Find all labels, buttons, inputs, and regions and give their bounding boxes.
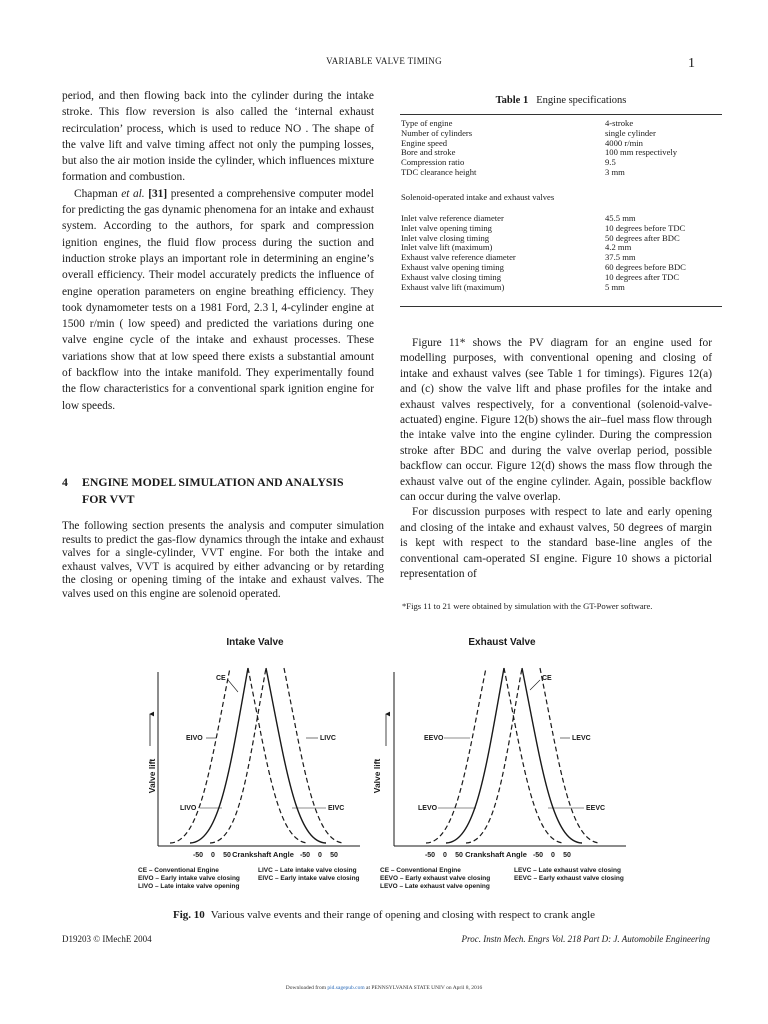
download-prefix: Downloaded from bbox=[285, 985, 326, 991]
left-paragraph-2 bbox=[62, 186, 374, 414]
intake-curve-eivo bbox=[170, 668, 230, 843]
table-bottom-rule bbox=[400, 306, 722, 307]
table-note: Solenoid-operated intake and exhaust valves bbox=[401, 192, 555, 202]
right-column bbox=[400, 336, 712, 583]
figure-caption-text: Various valve events and their range of opening and closing with respect to crank angle bbox=[210, 909, 596, 921]
table-cell: Number of cylinders bbox=[401, 127, 473, 138]
et-al: et al. bbox=[121, 187, 145, 200]
legend-intake-eivo: EIVO – Early intake valve closing bbox=[138, 875, 240, 882]
exhaust-x-label: Crankshaft Angle bbox=[465, 850, 527, 859]
table-row bbox=[401, 129, 723, 139]
exhaust-label-ce: CE bbox=[542, 675, 552, 682]
section-title: ENGINE MODEL SIMULATION AND ANALYSIS FOR VVT bbox=[82, 475, 344, 506]
legend-intake-livo: LIVO – Late intake valve opening bbox=[138, 883, 240, 890]
exhaust-curve-eevo bbox=[426, 668, 486, 843]
intake-curve-ce-rise bbox=[190, 668, 248, 843]
table-cell: Type of engine bbox=[401, 118, 453, 128]
table-caption bbox=[400, 95, 722, 106]
table-cell: 5 mm bbox=[605, 281, 625, 292]
exhaust-curve-eevc bbox=[504, 668, 564, 843]
exhaust-label-levc: LEVC bbox=[572, 735, 591, 742]
table-row bbox=[401, 283, 723, 293]
table-cell: 37.5 mm bbox=[605, 252, 636, 263]
section-text bbox=[62, 520, 384, 602]
exhaust-y-label: Valve lift bbox=[372, 758, 382, 794]
table-cell: 50 degrees after BDC bbox=[605, 232, 680, 243]
table-cell: 4000 r/min bbox=[605, 137, 643, 148]
legend-intake-eivc: EIVC – Early intake valve closing bbox=[258, 875, 360, 882]
figure-10 bbox=[130, 628, 650, 900]
intake-tick-label: -50 bbox=[192, 852, 204, 859]
download-link[interactable]: pid.sagepub.com bbox=[327, 985, 365, 991]
exhaust-tick-label: 50 bbox=[455, 852, 463, 859]
legend-exhaust-levo: LEVO – Late exhaust valve opening bbox=[380, 883, 490, 890]
download-suffix: at PENNSYLVANIA STATE UNIV on April 8, 2016 bbox=[366, 985, 483, 991]
exhaust-tick-label: -50 bbox=[532, 852, 544, 859]
table-cell: Inlet valve opening timing bbox=[401, 222, 492, 233]
exhaust-tick-label: 50 bbox=[563, 852, 571, 859]
right-paragraph-2: For discussion purposes with respect to late and early opening and closing of the intake and exhaust valves, 50 degrees of margin is kept with respect to the standard base-line angles of the conventional cam-operated SI engine. Figure 10 shows a pictorial representation of bbox=[400, 506, 712, 581]
intake-tick-label: -50 bbox=[299, 852, 311, 859]
exhaust-title: Exhaust Valve bbox=[468, 637, 536, 648]
exhaust-label-eevc: EEVC bbox=[586, 805, 606, 812]
table-cell: 4-stroke bbox=[605, 118, 634, 128]
intake-tick-label: 50 bbox=[223, 852, 231, 859]
left-column bbox=[62, 88, 374, 414]
table-cell: Inlet valve reference diameter bbox=[401, 213, 504, 223]
intake-tick-label: 0 bbox=[211, 852, 215, 859]
intake-curve-livc bbox=[284, 668, 344, 843]
exhaust-curve-ce-rise bbox=[446, 668, 504, 843]
table-cell: Engine speed bbox=[401, 137, 448, 148]
spec-table-bottom bbox=[401, 214, 723, 292]
table-cell: Exhaust valve lift (maximum) bbox=[401, 281, 505, 292]
table-cell: 4.2 mm bbox=[605, 242, 632, 253]
intake-curve-ce-fall bbox=[266, 668, 326, 843]
reference-number: [31] bbox=[148, 187, 168, 200]
exhaust-label-eevo: EEVO bbox=[424, 735, 444, 742]
table-cell: TDC clearance height bbox=[401, 166, 477, 177]
footer-right: Proc. Instn Mech. Engrs Vol. 218 Part D: J. Automobile Engineering bbox=[461, 934, 710, 944]
table-cell: Inlet valve lift (maximum) bbox=[401, 242, 493, 253]
left-paragraph-2-text: presented a comprehensive computer model for predicting the gas dynamic phenomena for an intake and exhaust system. According to the authors, for spark and compression ignition engines, the fluid flow process during the suction and induction stroke plays an important role in determining an engine’s overall efficiency. Their model accurately predicts the influence of engine operation parameters on engine breathing efficiency. They took dynamometer tests on a 1981 Ford, 2.3 l, 4-cylinder engine at 1500 r/min ( low speed) and predicted the variations during one valve engine cycle of the intake and exhaust processes. These variations show that at low speed there exists a substantial amount of backflow into the intake manifold. They experimentally found the flow characteristics for a conventional spark ignition engine for low speeds. bbox=[62, 187, 374, 412]
table-cell: Exhaust valve closing timing bbox=[401, 271, 502, 282]
figure-caption bbox=[0, 909, 768, 921]
footnote: *Figs 11 to 21 were obtained by simulation with the GT-Power software. bbox=[402, 601, 653, 611]
intake-x-label: Crankshaft Angle bbox=[232, 850, 294, 859]
left-paragraph-1: period, and then flowing back into the cylinder during the intake stroke. This flow reversion is also called the ‘internal exhaust recirculation’ process, which is used to reduce NO . The shape of the valve lift and valve timing affect not only the pumping losses, but also the air motion inside the cylinder, which influences mixture formation and combustion. bbox=[62, 90, 374, 184]
author-name: Chapman bbox=[74, 187, 118, 200]
exhaust-label-levo: LEVO bbox=[418, 805, 438, 812]
legend-exhaust-ce: CE – Conventional Engine bbox=[380, 867, 461, 874]
table-cell: 100 mm respectively bbox=[605, 147, 678, 158]
exhaust-tick-label: 0 bbox=[443, 852, 447, 859]
exhaust-tick-label: -50 bbox=[424, 852, 436, 859]
table-cell: 10 degrees after TDC bbox=[605, 271, 680, 282]
table-cell: 10 degrees before TDC bbox=[605, 222, 686, 233]
right-paragraph-1: Figure 11* shows the PV diagram for an engine used for modelling purposes, with conventional opening and closing of intake and exhaust valves (see Table 1 for timings). Figures 12(a) and (c) show the valve lift and phase profiles for the intake and exhaust valves respectively, for a conventional (solenoid-valve-actuated) engine. Figure 12(b) shows the air–fuel mass flow through the intake valve into the engine cylinder. During the compression stroke after BDC and during the valve overlap period, possible backflow can occur. Figure 12(d) shows the mass flow through the exhaust valve out of the engine cylinder. Again, possible backflow can occur during the valve overlap. bbox=[400, 337, 712, 504]
table-label: Table 1 bbox=[495, 95, 529, 106]
table-cell: 3 mm bbox=[605, 166, 625, 177]
exhaust-curve-levc bbox=[540, 668, 600, 843]
section-number: 4 bbox=[62, 475, 68, 489]
table-cell: Exhaust valve reference diameter bbox=[401, 252, 516, 263]
exhaust-valve-panel bbox=[372, 637, 626, 890]
table-cell: Inlet valve closing timing bbox=[401, 232, 490, 243]
table-cell: 60 degrees before BDC bbox=[605, 261, 686, 272]
intake-curve-livo bbox=[210, 668, 266, 843]
table-cell: single cylinder bbox=[605, 127, 656, 138]
intake-tick-label: 0 bbox=[318, 852, 322, 859]
intake-tick-label: 50 bbox=[330, 852, 338, 859]
intake-label-livc: LIVC bbox=[320, 735, 336, 742]
footer-left: D19203 © IMechE 2004 bbox=[62, 934, 152, 944]
table-caption-text: Engine specifications bbox=[536, 95, 627, 106]
spec-table-top bbox=[401, 119, 723, 178]
page-number: 1 bbox=[688, 56, 695, 71]
exhaust-curve-levo bbox=[466, 668, 522, 843]
legend-exhaust-eevc: EEVC – Early exhaust valve closing bbox=[514, 875, 624, 882]
table-cell: 45.5 mm bbox=[605, 213, 636, 223]
intake-label-eivc: EIVC bbox=[328, 805, 345, 812]
figure-caption-label: Fig. 10 bbox=[172, 909, 205, 921]
intake-valve-panel bbox=[138, 637, 360, 890]
intake-label-livo: LIVO bbox=[180, 805, 197, 812]
intake-y-label: Valve lift bbox=[147, 758, 157, 794]
table-cell: Bore and stroke bbox=[401, 147, 456, 158]
intake-label-ce: CE bbox=[216, 675, 226, 682]
table-cell: 9.5 bbox=[605, 157, 616, 168]
table-cell: Exhaust valve opening timing bbox=[401, 261, 504, 272]
download-notice bbox=[0, 985, 768, 991]
section-paragraph: The following section presents the analysis and computer simulation results to predict the gas-flow dynamics through the intake and exhaust valves for a single-cylinder, VVT engine. For both the intake and exhaust valves, VVT is acquired by either advancing or by retarding the closing or opening timing of the intake and exhaust valves. The valves used on this engine are solenoid operated. bbox=[62, 520, 384, 600]
intake-curve-eivc bbox=[248, 668, 308, 843]
legend-intake-ce: CE – Conventional Engine bbox=[138, 867, 219, 874]
legend-exhaust-levc: LEVC – Late exhaust valve closing bbox=[514, 867, 621, 874]
legend-exhaust-eevo: EEVO – Early exhaust valve closing bbox=[380, 875, 491, 882]
intake-title: Intake Valve bbox=[226, 637, 284, 648]
running-title: VARIABLE VALVE TIMING bbox=[326, 56, 442, 66]
exhaust-curve-ce-fall bbox=[522, 668, 582, 843]
table-row bbox=[401, 168, 723, 178]
table-cell: Compression ratio bbox=[401, 157, 465, 168]
exhaust-tick-label: 0 bbox=[551, 852, 555, 859]
intake-label-eivo: EIVO bbox=[186, 735, 203, 742]
section-heading bbox=[62, 474, 374, 508]
table-top-rule bbox=[400, 114, 722, 115]
legend-intake-livc: LIVC – Late intake valve closing bbox=[258, 867, 357, 874]
